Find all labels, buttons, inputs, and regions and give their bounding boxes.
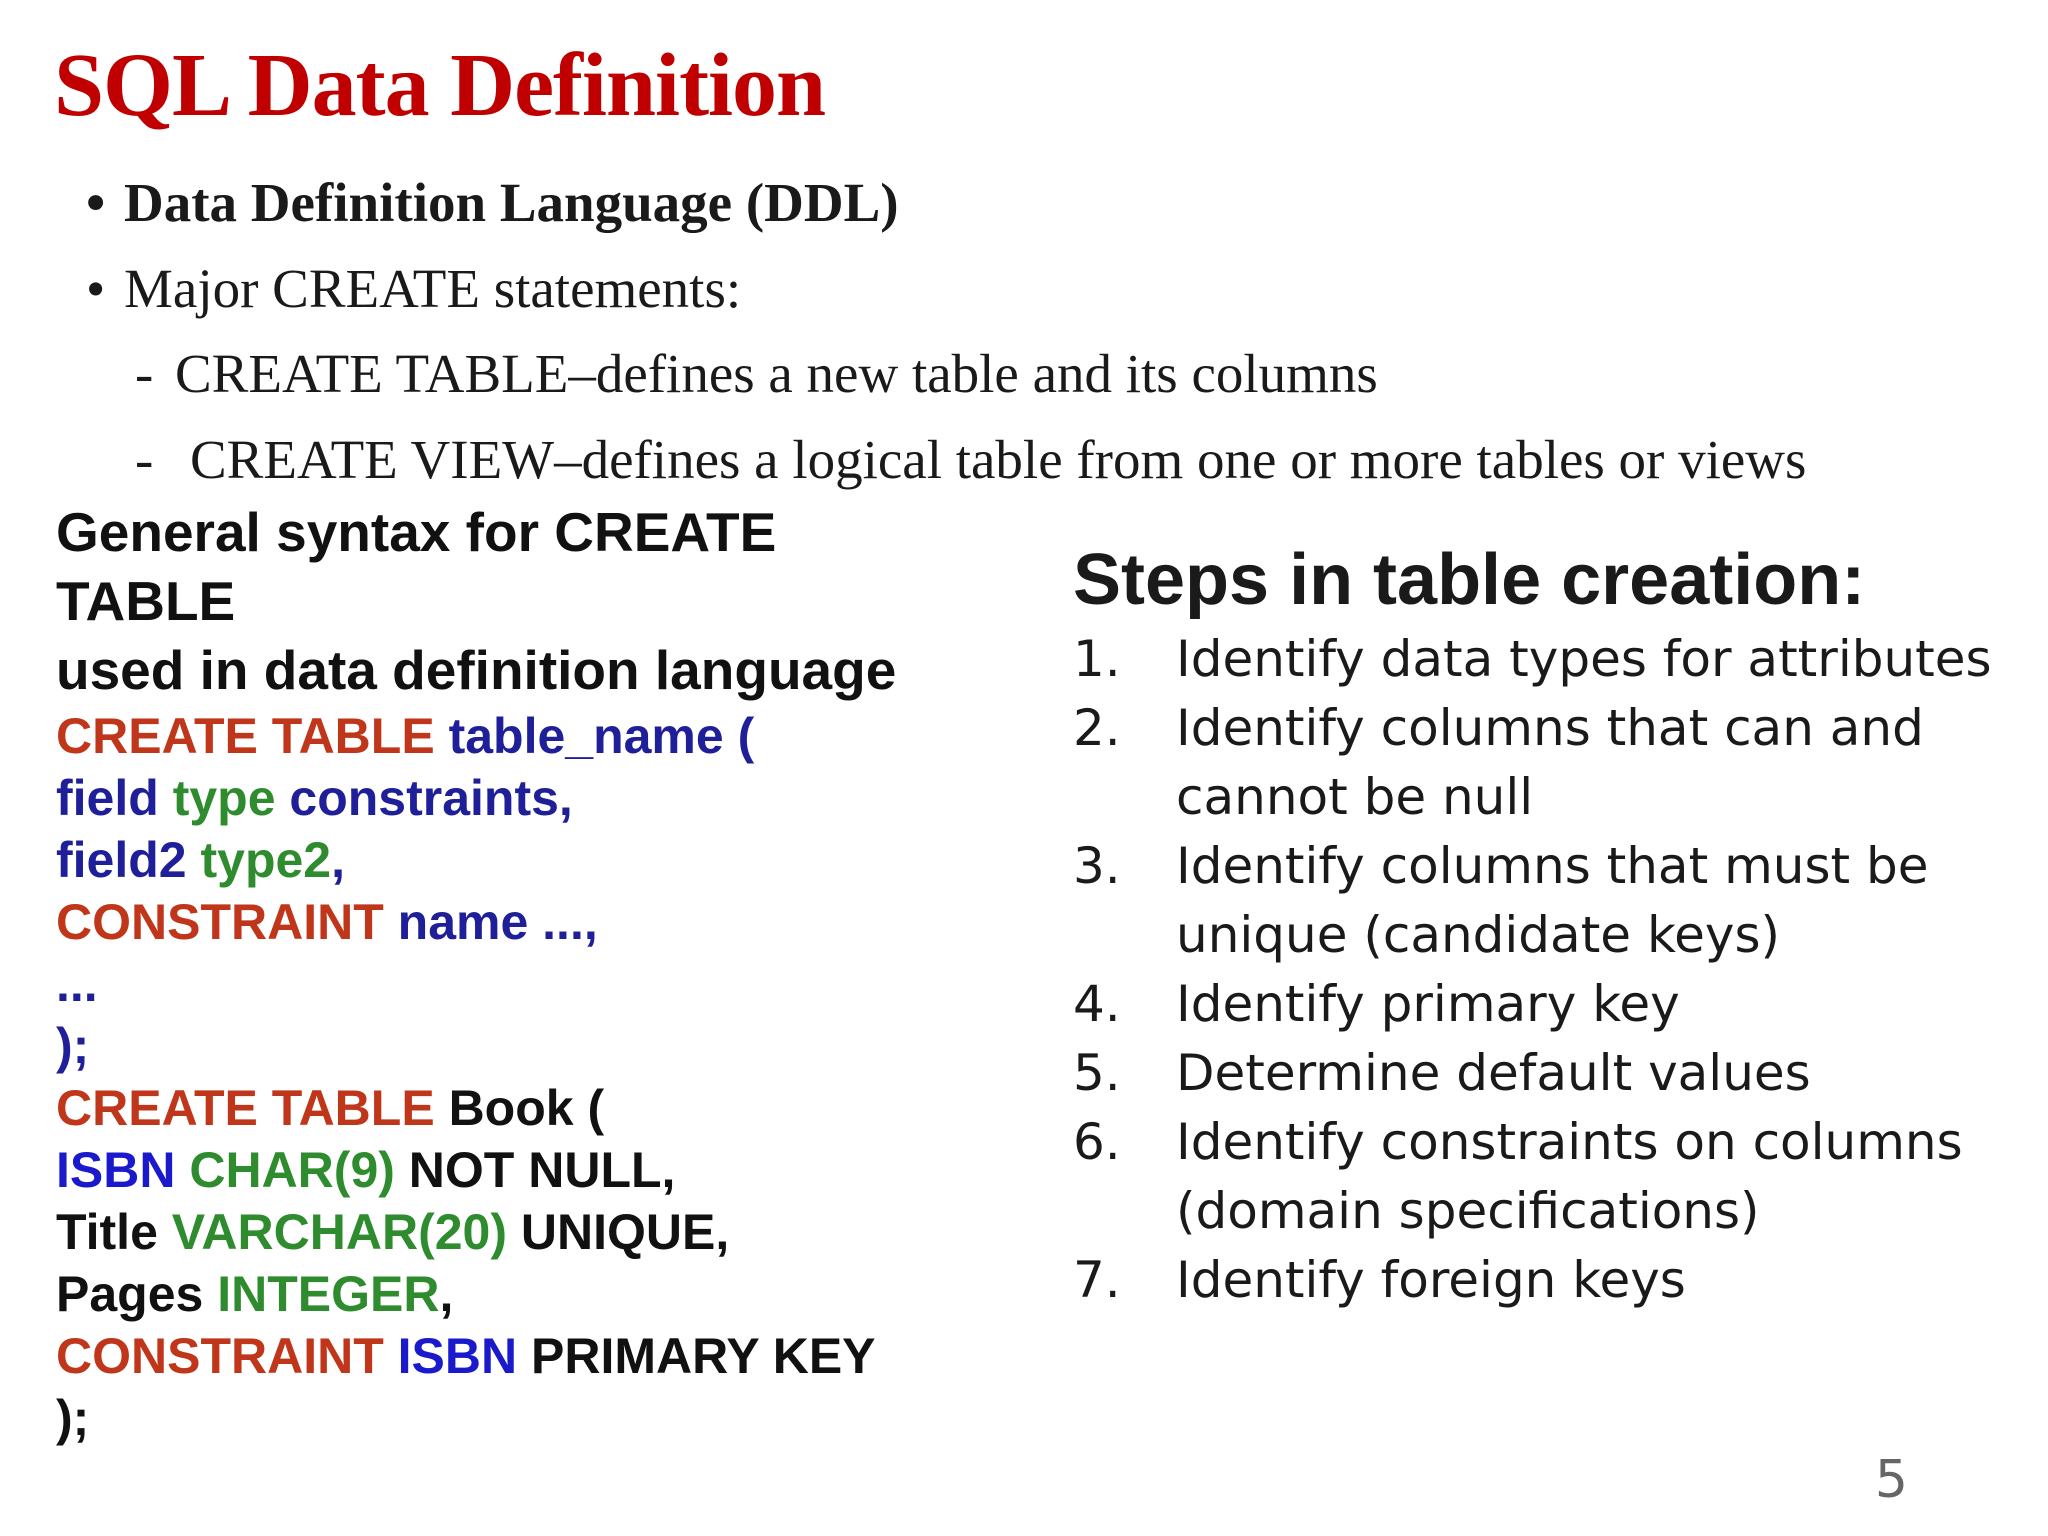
step-text-line: Identify constraints on columns <box>1176 1113 1963 1171</box>
slide-title: SQL Data Definition <box>54 36 826 135</box>
step-text-line: (domain specifications) <box>1176 1182 1760 1240</box>
step-text-line: cannot be null <box>1176 768 1534 826</box>
step-text <box>1176 694 2033 832</box>
step-text <box>1176 625 2033 694</box>
step-item <box>1073 1108 2033 1246</box>
code-token-isbn: ISBN <box>56 1142 190 1198</box>
step-text <box>1176 970 2033 1039</box>
code-token-text: , <box>439 1266 454 1322</box>
sub-bullet-glyph: - <box>135 429 154 490</box>
step-item <box>1073 970 2033 1039</box>
step-text <box>1176 1108 2033 1246</box>
page-number: 5 <box>1874 1450 1908 1510</box>
bullet-text: Data Definition Language (DDL) <box>124 172 899 233</box>
code-token-keyword: CREATE TABLE <box>56 1080 449 1136</box>
code-token-type: type <box>172 770 290 826</box>
code-line <box>56 1387 1016 1449</box>
step-text <box>1176 832 2033 970</box>
bullet-glyph: • <box>86 172 106 233</box>
step-number: 1. <box>1073 630 1121 688</box>
code-token-identifier: ... <box>56 956 98 1012</box>
step-text-line: Identify columns that can and <box>1176 699 1924 757</box>
code-token-keyword: CREATE TABLE <box>56 708 449 764</box>
step-text-line: Identify primary key <box>1176 975 1680 1033</box>
code-token-text: Book ( <box>448 1080 605 1136</box>
code-lines <box>56 705 1016 1449</box>
bullet-glyph: • <box>86 258 106 319</box>
code-token-isbn: ISBN <box>397 1328 532 1384</box>
sub-bullet-glyph: - <box>135 343 154 404</box>
step-item <box>1073 1039 2033 1108</box>
bullet-text: Major CREATE statements: <box>124 258 742 319</box>
code-token-text: Pages <box>56 1266 218 1322</box>
step-text-line: Identify data types for attributes <box>1176 630 1992 688</box>
step-text <box>1176 1039 2033 1108</box>
code-token-keyword: CONSTRAINT <box>56 894 398 950</box>
code-token-text: ); <box>56 1390 90 1446</box>
bullet-create-statements <box>86 258 742 319</box>
step-text <box>1176 1246 2033 1315</box>
sub-bullet-create-view <box>135 429 1807 490</box>
code-token-identifier: , <box>331 832 346 888</box>
step-text-line: Identify foreign keys <box>1176 1251 1686 1309</box>
code-token-identifier: constraints, <box>289 770 573 826</box>
code-line <box>56 1139 1016 1201</box>
step-text-line: Identify columns that must be <box>1176 837 1929 895</box>
code-token-text: NOT NULL, <box>408 1142 676 1198</box>
code-line <box>56 1201 1016 1263</box>
step-item <box>1073 832 2033 970</box>
code-token-identifier: table_name ( <box>448 708 755 764</box>
code-token-text: Title <box>56 1204 172 1260</box>
step-item <box>1073 625 2033 694</box>
step-item <box>1073 1246 2033 1315</box>
code-token-type: CHAR(9) <box>189 1142 409 1198</box>
step-text-line: Determine default values <box>1176 1044 1811 1102</box>
sub-bullet-text: CREATE VIEW–defines a logical table from one or more tables or views <box>190 429 1807 490</box>
code-token-identifier: name ..., <box>397 894 598 950</box>
syntax-header-line: used in data definition language <box>56 639 897 701</box>
code-token-identifier: field2 <box>56 832 201 888</box>
step-item <box>1073 694 2033 832</box>
code-token-type: type2 <box>200 832 332 888</box>
code-token-type: INTEGER <box>217 1266 440 1322</box>
steps-list <box>1073 625 2033 1315</box>
step-number: 2. <box>1073 699 1121 757</box>
bullet-ddl <box>86 172 899 233</box>
steps-panel <box>1073 535 2033 1315</box>
code-line <box>56 953 1016 1015</box>
step-number: 7. <box>1073 1251 1121 1309</box>
code-token-identifier: field <box>56 770 173 826</box>
code-token-text: UNIQUE, <box>520 1204 730 1260</box>
code-line <box>56 1077 1016 1139</box>
code-line <box>56 829 1016 891</box>
code-line <box>56 1015 1016 1077</box>
step-number: 3. <box>1073 837 1121 895</box>
code-line <box>56 1325 1016 1387</box>
syntax-header-line: General syntax for CREATE <box>56 501 777 563</box>
code-token-type: VARCHAR(20) <box>171 1204 521 1260</box>
create-table-syntax <box>56 498 1016 1449</box>
step-number: 5. <box>1073 1044 1121 1102</box>
step-text-line: unique (candidate keys) <box>1176 906 1781 964</box>
sub-bullet-text: CREATE TABLE–defines a new table and its columns <box>175 343 1378 404</box>
steps-title: Steps in table creation: <box>1073 540 1866 620</box>
code-token-text: PRIMARY KEY <box>531 1328 876 1384</box>
step-number: 4. <box>1073 975 1121 1033</box>
code-line <box>56 705 1016 767</box>
code-line <box>56 891 1016 953</box>
code-token-keyword: CONSTRAINT <box>56 1328 398 1384</box>
code-token-identifier: ); <box>56 1018 90 1074</box>
syntax-header-line: TABLE <box>56 570 236 632</box>
step-number: 6. <box>1073 1113 1121 1171</box>
sub-bullet-create-table <box>135 343 1378 404</box>
code-line <box>56 767 1016 829</box>
code-line <box>56 1263 1016 1325</box>
